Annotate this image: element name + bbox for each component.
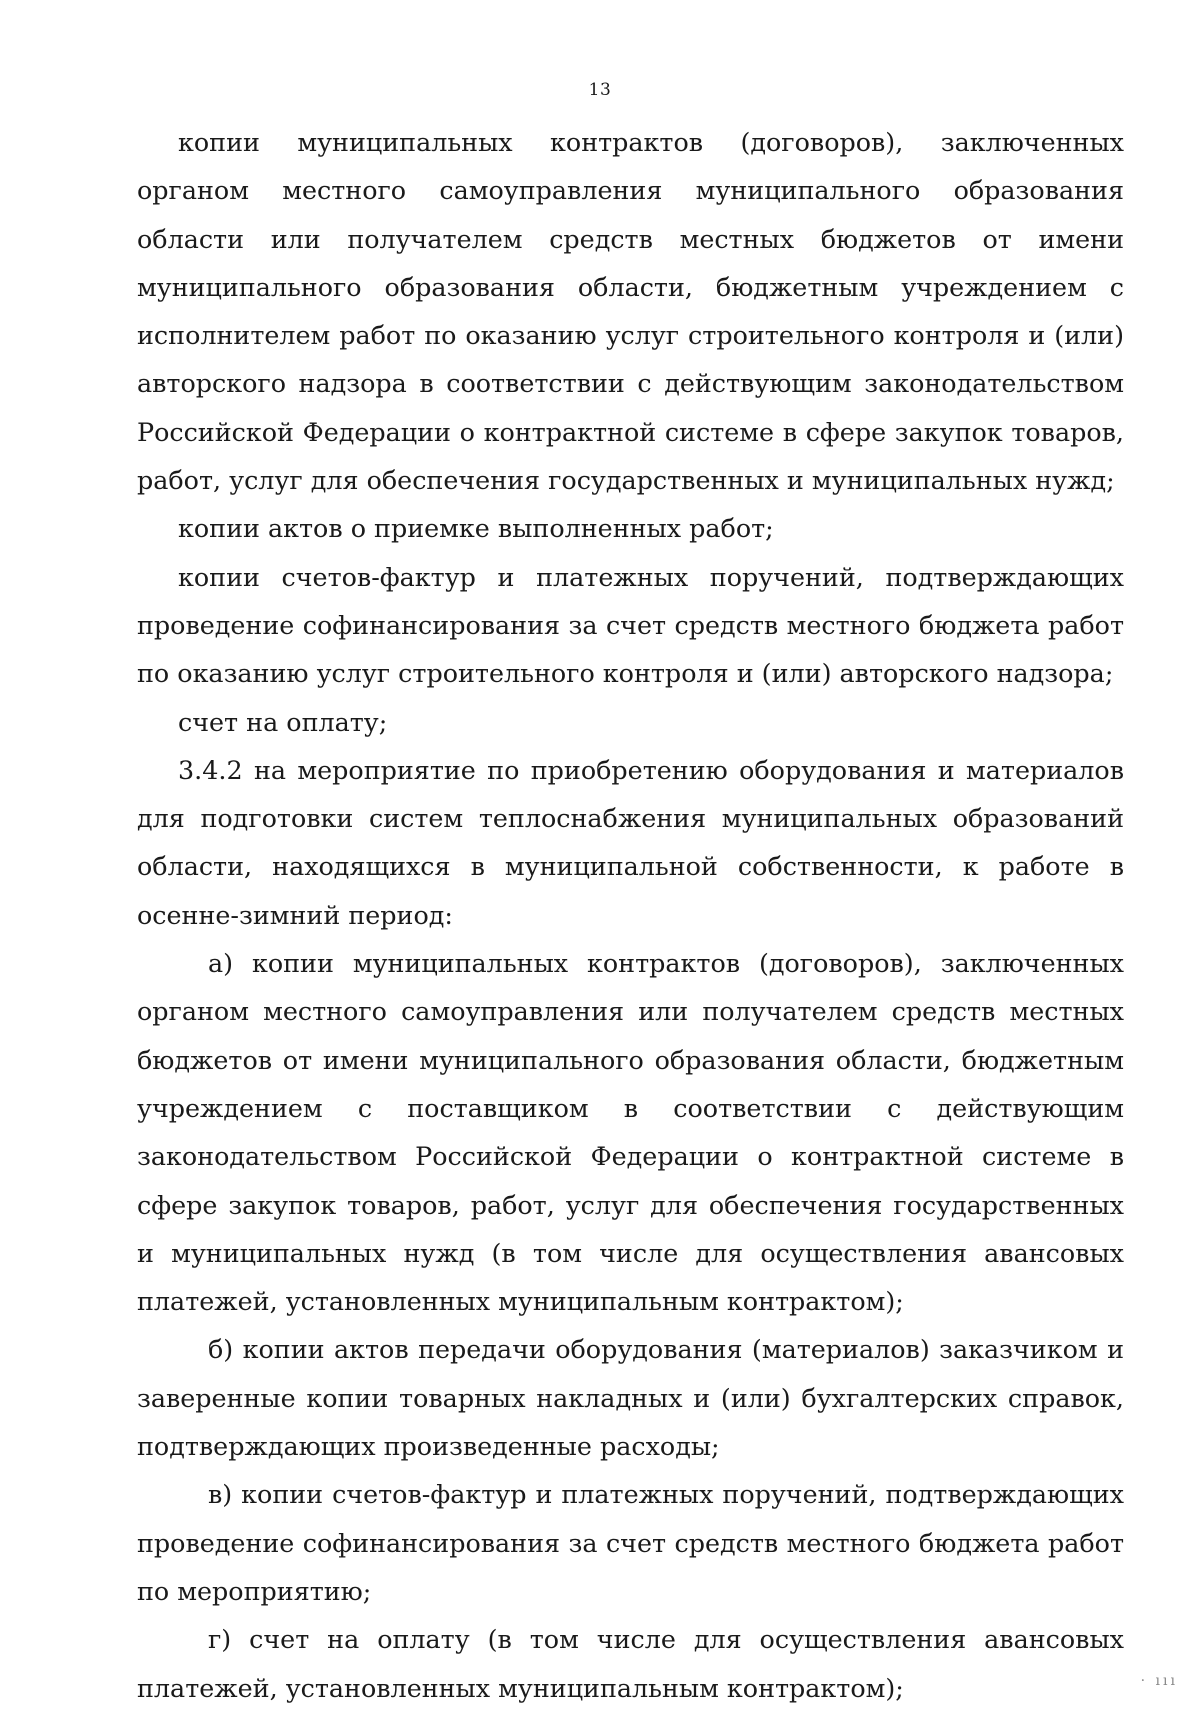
page-number: 13	[588, 80, 612, 100]
list-item-b: б) копии актов передачи оборудования (материалов) заказчиком и заверенные копии товарных накладных и (или) бухгалтерских справок, подтверждающих произведенные расходы;	[137, 1334, 1124, 1462]
list-item-a: а) копии муниципальных контрактов (договоров), заключенных органом местного самоуправления или получателем средств местных бюджетов от имени муниципального образования области, бюджетным учреждением с поставщиком в соответствии с действующим законодательством Российской Федерации о контрактной системе в сфере закупок товаров, работ, услуг для обеспечения государственных и муниципальных нужд (в том числе для осуществления авансовых платежей, установленных муниципальным контрактом);	[137, 948, 1124, 1317]
list-item-g: г) счет на оплату (в том числе для осуществления авансовых платежей, установленных муниципальным контрактом);	[137, 1624, 1124, 1703]
scan-corner-mark: · ııı	[1140, 1673, 1178, 1689]
paragraph-section-3-4-2: 3.4.2 на мероприятие по приобретению оборудования и материалов для подготовки систем теплоснабжения муниципальных образований области, находящихся в муниципальной собственности, к работе в осенне-зимний период:	[137, 754, 1124, 930]
paragraph-municipal-contracts: копии муниципальных контрактов (договоров), заключенных органом местного самоуправления муниципального образования области или получателем средств местных бюджетов от имени муниципального образования области, бюджетным учреждением с исполнителем работ по оказанию услуг строительного контроля и (или) авторского надзора в соответствии с действующим законодательством Российской Федерации о контрактной системе в сфере закупок товаров, работ, услуг для обеспечения государственных и муниципальных нужд;	[137, 127, 1124, 496]
paragraph-acceptance-acts: копии актов о приемке выполненных работ;	[178, 513, 774, 544]
paragraph-invoices-payment-orders: копии счетов-фактур и платежных поручений, подтверждающих проведение софинансирования за счет средств местного бюджета работ по оказанию услуг строительного контроля и (или) авторского надзора;	[137, 561, 1124, 689]
document-body	[137, 118, 1124, 1712]
list-item-v: в) копии счетов-фактур и платежных поручений, подтверждающих проведение софинансирования за счет средств местного бюджета работ по мероприятию;	[137, 1479, 1124, 1606]
paragraph-payment-invoice: счет на оплату;	[178, 706, 388, 737]
